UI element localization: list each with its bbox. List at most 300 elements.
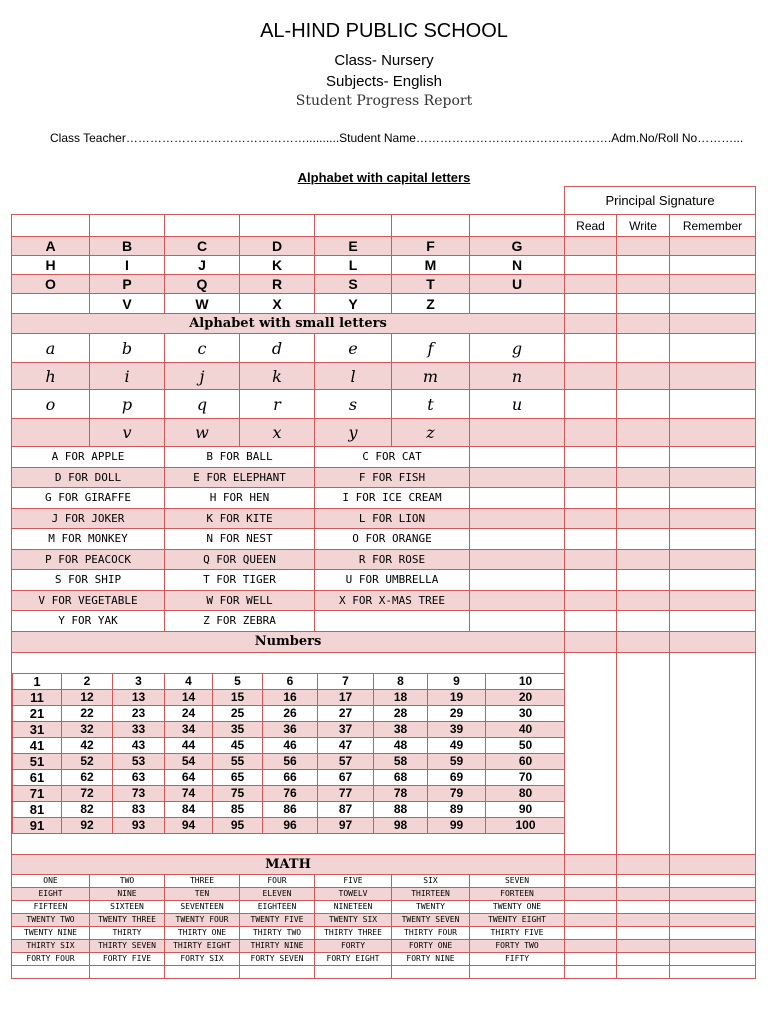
number-cell: 68 xyxy=(374,769,428,785)
assessment-cell xyxy=(617,488,670,509)
assessment-cell xyxy=(670,390,756,419)
assessment-cell xyxy=(617,275,670,294)
number-cell: 89 xyxy=(428,801,486,817)
math-heading: MATH xyxy=(12,854,565,874)
math-word-cell: SIX xyxy=(392,874,470,887)
math-word-cell: THIRTY EIGHT xyxy=(165,939,240,952)
assessment-cell xyxy=(617,913,670,926)
math-word-cell: THIRTY THREE xyxy=(315,926,392,939)
number-cell: 60 xyxy=(486,753,565,769)
number-cell: 57 xyxy=(318,753,374,769)
blank-cell xyxy=(470,590,565,611)
phonics-cell xyxy=(315,611,470,632)
assessment-cell xyxy=(670,294,756,314)
capital-letter-cell: Y xyxy=(315,294,392,314)
math-word-cell: FORTY FIVE xyxy=(90,952,165,965)
assessment-cell xyxy=(565,887,617,900)
phonics-cell: K FOR KITE xyxy=(165,508,315,529)
number-cell: 82 xyxy=(62,801,113,817)
number-cell: 73 xyxy=(113,785,165,801)
number-cell: 59 xyxy=(428,753,486,769)
number-cell: 21 xyxy=(13,705,62,721)
assessment-cell xyxy=(670,419,756,447)
assessment-cell xyxy=(565,390,617,419)
small-letter-cell: l xyxy=(315,363,392,390)
capital-letter-cell: A xyxy=(12,237,90,256)
number-cell: 67 xyxy=(318,769,374,785)
math-word-cell: FORTY EIGHT xyxy=(315,952,392,965)
small-letter-cell: t xyxy=(392,390,470,419)
number-cell: 65 xyxy=(213,769,263,785)
math-word-cell: FIVE xyxy=(315,874,392,887)
capital-letter-cell: L xyxy=(315,256,392,275)
assessment-cell xyxy=(670,952,756,965)
blank-cell xyxy=(392,965,470,978)
blank-cell xyxy=(165,965,240,978)
math-word-cell: THIRTY SEVEN xyxy=(90,939,165,952)
small-letter-cell: u xyxy=(470,390,565,419)
math-word-cell: NINETEEN xyxy=(315,900,392,913)
capital-letter-cell: G xyxy=(470,237,565,256)
assessment-cell xyxy=(617,570,670,591)
assessment-cell xyxy=(670,631,756,652)
math-word-cell: FORTEEN xyxy=(470,887,565,900)
phonics-cell: Z FOR ZEBRA xyxy=(165,611,315,632)
assessment-cell xyxy=(565,965,617,978)
math-word-cell: FORTY ONE xyxy=(392,939,470,952)
number-cell: 26 xyxy=(263,705,318,721)
number-cell: 97 xyxy=(318,817,374,833)
number-cell: 34 xyxy=(165,721,213,737)
assessment-cell xyxy=(565,570,617,591)
signature-column-header: Read xyxy=(565,215,617,237)
number-cell: 29 xyxy=(428,705,486,721)
assessment-cell xyxy=(617,256,670,275)
math-word-cell: TWENTY SIX xyxy=(315,913,392,926)
math-word-cell: TEN xyxy=(165,887,240,900)
math-word-cell: TWENTY TWO xyxy=(12,913,90,926)
blank-cell xyxy=(90,965,165,978)
assessment-cell xyxy=(617,314,670,334)
number-cell: 11 xyxy=(13,689,62,705)
assessment-cell xyxy=(565,237,617,256)
assessment-cell xyxy=(565,488,617,509)
blank-cell xyxy=(470,611,565,632)
phonics-cell: W FOR WELL xyxy=(165,590,315,611)
phonics-cell: F FOR FISH xyxy=(315,467,470,488)
class-line: Class- Nursery xyxy=(334,52,434,69)
blank-cell xyxy=(392,215,470,237)
math-word-cell: SIXTEEN xyxy=(90,900,165,913)
assessment-cell xyxy=(617,965,670,978)
math-word-cell: THREE xyxy=(165,874,240,887)
assessment-cell xyxy=(670,334,756,363)
capital-letter-cell: E xyxy=(315,237,392,256)
capital-letter-cell: D xyxy=(240,237,315,256)
number-cell: 43 xyxy=(113,737,165,753)
assessment-cell xyxy=(617,237,670,256)
assessment-cell xyxy=(565,467,617,488)
number-cell: 42 xyxy=(62,737,113,753)
blank-cell xyxy=(470,965,565,978)
signature-column-header: Write xyxy=(617,215,670,237)
phonics-cell: S FOR SHIP xyxy=(12,570,165,591)
blank-cell xyxy=(470,529,565,550)
number-cell: 92 xyxy=(62,817,113,833)
number-cell: 63 xyxy=(113,769,165,785)
principal-signature-title: Principal Signature xyxy=(565,187,756,215)
phonics-cell: B FOR BALL xyxy=(165,447,315,468)
number-cell: 3 xyxy=(113,673,165,689)
small-letter-cell: i xyxy=(90,363,165,390)
assessment-cell xyxy=(565,275,617,294)
phonics-cell: H FOR HEN xyxy=(165,488,315,509)
blank-cell xyxy=(470,570,565,591)
math-word-cell: FORTY SIX xyxy=(165,952,240,965)
phonics-cell: V FOR VEGETABLE xyxy=(12,590,165,611)
assessment-cell xyxy=(670,590,756,611)
assessment-cell xyxy=(565,913,617,926)
number-cell: 46 xyxy=(263,737,318,753)
number-cell: 71 xyxy=(13,785,62,801)
math-word-cell: FIFTY xyxy=(470,952,565,965)
number-cell: 30 xyxy=(486,705,565,721)
phonics-cell: L FOR LION xyxy=(315,508,470,529)
main-table xyxy=(11,214,565,979)
assessment-cell xyxy=(670,488,756,509)
math-word-cell: TWENTY FIVE xyxy=(240,913,315,926)
phonics-cell: N FOR NEST xyxy=(165,529,315,550)
assessment-cell xyxy=(670,900,756,913)
assessment-cell xyxy=(670,447,756,468)
number-cell: 44 xyxy=(165,737,213,753)
assessment-cell xyxy=(565,939,617,952)
math-word-cell: TWENTY xyxy=(392,900,470,913)
small-letter-cell: h xyxy=(12,363,90,390)
phonics-cell: I FOR ICE CREAM xyxy=(315,488,470,509)
small-letter-cell: e xyxy=(315,334,392,363)
assessment-cell xyxy=(670,529,756,550)
capital-letter-cell: X xyxy=(240,294,315,314)
number-cell: 81 xyxy=(13,801,62,817)
math-word-cell: FORTY FOUR xyxy=(12,952,90,965)
number-cell: 88 xyxy=(374,801,428,817)
number-cell: 13 xyxy=(113,689,165,705)
phonics-cell: Q FOR QUEEN xyxy=(165,549,315,570)
assessment-cell xyxy=(565,874,617,887)
number-cell: 56 xyxy=(263,753,318,769)
number-cell: 19 xyxy=(428,689,486,705)
assessment-cell xyxy=(565,854,617,874)
phonics-cell: R FOR ROSE xyxy=(315,549,470,570)
number-cell: 95 xyxy=(213,817,263,833)
assessment-cell xyxy=(617,874,670,887)
capital-letter-cell: Z xyxy=(392,294,470,314)
assessment-cell xyxy=(565,631,617,652)
assessment-cell xyxy=(617,549,670,570)
assessment-cell xyxy=(670,874,756,887)
capital-letter-cell: O xyxy=(12,275,90,294)
capital-letter-cell: C xyxy=(165,237,240,256)
phonics-cell: J FOR JOKER xyxy=(12,508,165,529)
small-letter-cell xyxy=(470,419,565,447)
small-letter-cell: z xyxy=(392,419,470,447)
phonics-cell: P FOR PEACOCK xyxy=(12,549,165,570)
number-cell: 69 xyxy=(428,769,486,785)
number-cell: 6 xyxy=(263,673,318,689)
math-word-cell: TWENTY EIGHT xyxy=(470,913,565,926)
number-cell: 37 xyxy=(318,721,374,737)
capital-letter-cell: M xyxy=(392,256,470,275)
number-cell: 35 xyxy=(213,721,263,737)
assessment-cell xyxy=(565,611,617,632)
capital-letter-cell xyxy=(12,294,90,314)
number-cell: 22 xyxy=(62,705,113,721)
number-cell: 40 xyxy=(486,721,565,737)
small-letter-cell xyxy=(12,419,90,447)
number-cell: 99 xyxy=(428,817,486,833)
small-letter-cell: b xyxy=(90,334,165,363)
math-word-cell: THIRTY xyxy=(90,926,165,939)
blank-cell xyxy=(315,965,392,978)
small-letter-cell: w xyxy=(165,419,240,447)
number-cell: 50 xyxy=(486,737,565,753)
number-cell: 31 xyxy=(13,721,62,737)
phonics-cell: M FOR MONKEY xyxy=(12,529,165,550)
assessment-cell xyxy=(617,590,670,611)
number-cell: 75 xyxy=(213,785,263,801)
number-cell: 39 xyxy=(428,721,486,737)
blank-cell xyxy=(470,508,565,529)
assessment-cell xyxy=(617,887,670,900)
small-letter-cell: r xyxy=(240,390,315,419)
assessment-cell xyxy=(565,294,617,314)
assessment-cell xyxy=(670,549,756,570)
number-cell: 18 xyxy=(374,689,428,705)
blank-cell xyxy=(90,215,165,237)
blank-cell xyxy=(470,447,565,468)
phonics-cell: O FOR ORANGE xyxy=(315,529,470,550)
math-word-cell: ONE xyxy=(12,874,90,887)
math-word-cell: NINE xyxy=(90,887,165,900)
numbers-heading: Numbers xyxy=(12,631,565,652)
phonics-cell: C FOR CAT xyxy=(315,447,470,468)
assessment-cell xyxy=(617,447,670,468)
assessment-cell xyxy=(565,314,617,334)
capital-letter-cell: K xyxy=(240,256,315,275)
math-word-cell: TWENTY THREE xyxy=(90,913,165,926)
phonics-cell: G FOR GIRAFFE xyxy=(12,488,165,509)
assessment-cell xyxy=(670,275,756,294)
math-word-cell: SEVENTEEN xyxy=(165,900,240,913)
assessment-cell xyxy=(617,363,670,390)
capital-letters-heading: Alphabet with capital letters xyxy=(297,170,471,185)
number-cell: 10 xyxy=(486,673,565,689)
number-cell: 98 xyxy=(374,817,428,833)
number-cell: 87 xyxy=(318,801,374,817)
capital-letter-cell: N xyxy=(470,256,565,275)
assessment-cell xyxy=(565,952,617,965)
capital-letter-cell: V xyxy=(90,294,165,314)
math-word-cell: FORTY SEVEN xyxy=(240,952,315,965)
capital-letter-cell: I xyxy=(90,256,165,275)
assessment-cell xyxy=(670,965,756,978)
number-cell: 86 xyxy=(263,801,318,817)
assessment-cell xyxy=(565,590,617,611)
small-letter-cell: p xyxy=(90,390,165,419)
number-cell: 53 xyxy=(113,753,165,769)
math-word-cell: EIGHTEEN xyxy=(240,900,315,913)
math-word-cell: THIRTEEN xyxy=(392,887,470,900)
assessment-cell xyxy=(670,467,756,488)
math-word-cell: THIRTY FIVE xyxy=(470,926,565,939)
math-word-cell: TWENTY ONE xyxy=(470,900,565,913)
small-letter-cell: k xyxy=(240,363,315,390)
number-cell: 54 xyxy=(165,753,213,769)
capital-letter-cell: B xyxy=(90,237,165,256)
number-cell: 1 xyxy=(13,673,62,689)
number-cell: 85 xyxy=(213,801,263,817)
small-letter-cell: y xyxy=(315,419,392,447)
number-cell: 64 xyxy=(165,769,213,785)
capital-letter-cell xyxy=(470,294,565,314)
number-cell: 16 xyxy=(263,689,318,705)
number-cell: 76 xyxy=(263,785,318,801)
number-cell: 4 xyxy=(165,673,213,689)
assessment-cell xyxy=(565,334,617,363)
phonics-cell: D FOR DOLL xyxy=(12,467,165,488)
assessment-cell xyxy=(565,900,617,913)
assessment-cell xyxy=(617,939,670,952)
blank-cell xyxy=(240,965,315,978)
number-cell: 9 xyxy=(428,673,486,689)
phonics-cell: U FOR UMBRELLA xyxy=(315,570,470,591)
assessment-cell xyxy=(565,256,617,275)
assessment-cell xyxy=(565,363,617,390)
number-cell: 77 xyxy=(318,785,374,801)
subject-line: Subjects- English xyxy=(326,73,442,90)
assessment-cell xyxy=(670,887,756,900)
assessment-cell xyxy=(565,419,617,447)
blank-cell xyxy=(470,467,565,488)
phonics-cell: E FOR ELEPHANT xyxy=(165,467,315,488)
blank-cell xyxy=(12,215,90,237)
small-letter-cell: m xyxy=(392,363,470,390)
number-cell: 14 xyxy=(165,689,213,705)
number-cell: 5 xyxy=(213,673,263,689)
blank-cell xyxy=(470,215,565,237)
number-cell: 96 xyxy=(263,817,318,833)
small-letter-cell: d xyxy=(240,334,315,363)
student-info-line: Class Teacher………………………………………..........Student Name………………………………………….Adm.No/Roll No………... xyxy=(50,131,744,145)
number-cell: 25 xyxy=(213,705,263,721)
capital-letter-cell: R xyxy=(240,275,315,294)
assessment-cell xyxy=(617,854,670,874)
assessment-cell xyxy=(617,294,670,314)
assessment-cell xyxy=(670,913,756,926)
math-word-cell: FOUR xyxy=(240,874,315,887)
signature-table xyxy=(564,186,756,979)
number-cell: 24 xyxy=(165,705,213,721)
math-word-cell: FIFTEEN xyxy=(12,900,90,913)
number-cell: 62 xyxy=(62,769,113,785)
assessment-cell xyxy=(617,529,670,550)
small-letter-cell: g xyxy=(470,334,565,363)
math-word-cell: THIRTY NINE xyxy=(240,939,315,952)
number-cell: 28 xyxy=(374,705,428,721)
assessment-cell xyxy=(565,652,617,854)
capital-letter-cell: S xyxy=(315,275,392,294)
assessment-cell xyxy=(617,334,670,363)
math-word-cell: THIRTY SIX xyxy=(12,939,90,952)
assessment-cell xyxy=(617,652,670,854)
blank-cell xyxy=(240,215,315,237)
small-letter-cell: c xyxy=(165,334,240,363)
number-cell: 49 xyxy=(428,737,486,753)
math-word-cell: EIGHT xyxy=(12,887,90,900)
small-letter-cell: q xyxy=(165,390,240,419)
phonics-cell: Y FOR YAK xyxy=(12,611,165,632)
phonics-cell: T FOR TIGER xyxy=(165,570,315,591)
school-name: AL-HIND PUBLIC SCHOOL xyxy=(260,20,508,42)
number-cell: 38 xyxy=(374,721,428,737)
assessment-cell xyxy=(617,631,670,652)
blank-cell xyxy=(315,215,392,237)
assessment-cell xyxy=(565,508,617,529)
capital-letter-cell: U xyxy=(470,275,565,294)
number-cell: 41 xyxy=(13,737,62,753)
math-word-cell: FORTY TWO xyxy=(470,939,565,952)
capital-letter-cell: P xyxy=(90,275,165,294)
assessment-cell xyxy=(565,529,617,550)
assessment-cell xyxy=(670,926,756,939)
capital-letter-cell: J xyxy=(165,256,240,275)
assessment-cell xyxy=(617,926,670,939)
assessment-cell xyxy=(617,390,670,419)
assessment-cell xyxy=(670,314,756,334)
small-letter-cell: s xyxy=(315,390,392,419)
number-cell: 70 xyxy=(486,769,565,785)
blank-cell xyxy=(470,488,565,509)
assessment-cell xyxy=(617,900,670,913)
assessment-cell xyxy=(617,952,670,965)
assessment-cell xyxy=(670,854,756,874)
number-cell: 94 xyxy=(165,817,213,833)
assessment-cell xyxy=(617,419,670,447)
math-word-cell: THIRTY ONE xyxy=(165,926,240,939)
blank-cell xyxy=(470,549,565,570)
assessment-cell xyxy=(617,508,670,529)
number-cell: 83 xyxy=(113,801,165,817)
small-letter-cell: a xyxy=(12,334,90,363)
assessment-cell xyxy=(617,611,670,632)
number-cell: 36 xyxy=(263,721,318,737)
small-letters-heading: Alphabet with small letters xyxy=(12,314,565,334)
assessment-cell xyxy=(670,508,756,529)
number-cell: 15 xyxy=(213,689,263,705)
number-cell: 12 xyxy=(62,689,113,705)
number-cell: 47 xyxy=(318,737,374,753)
capital-letter-cell: T xyxy=(392,275,470,294)
number-cell: 93 xyxy=(113,817,165,833)
assessment-cell xyxy=(670,256,756,275)
assessment-cell xyxy=(670,363,756,390)
number-cell: 61 xyxy=(13,769,62,785)
assessment-cell xyxy=(565,549,617,570)
number-cell: 52 xyxy=(62,753,113,769)
number-cell: 51 xyxy=(13,753,62,769)
number-cell: 84 xyxy=(165,801,213,817)
